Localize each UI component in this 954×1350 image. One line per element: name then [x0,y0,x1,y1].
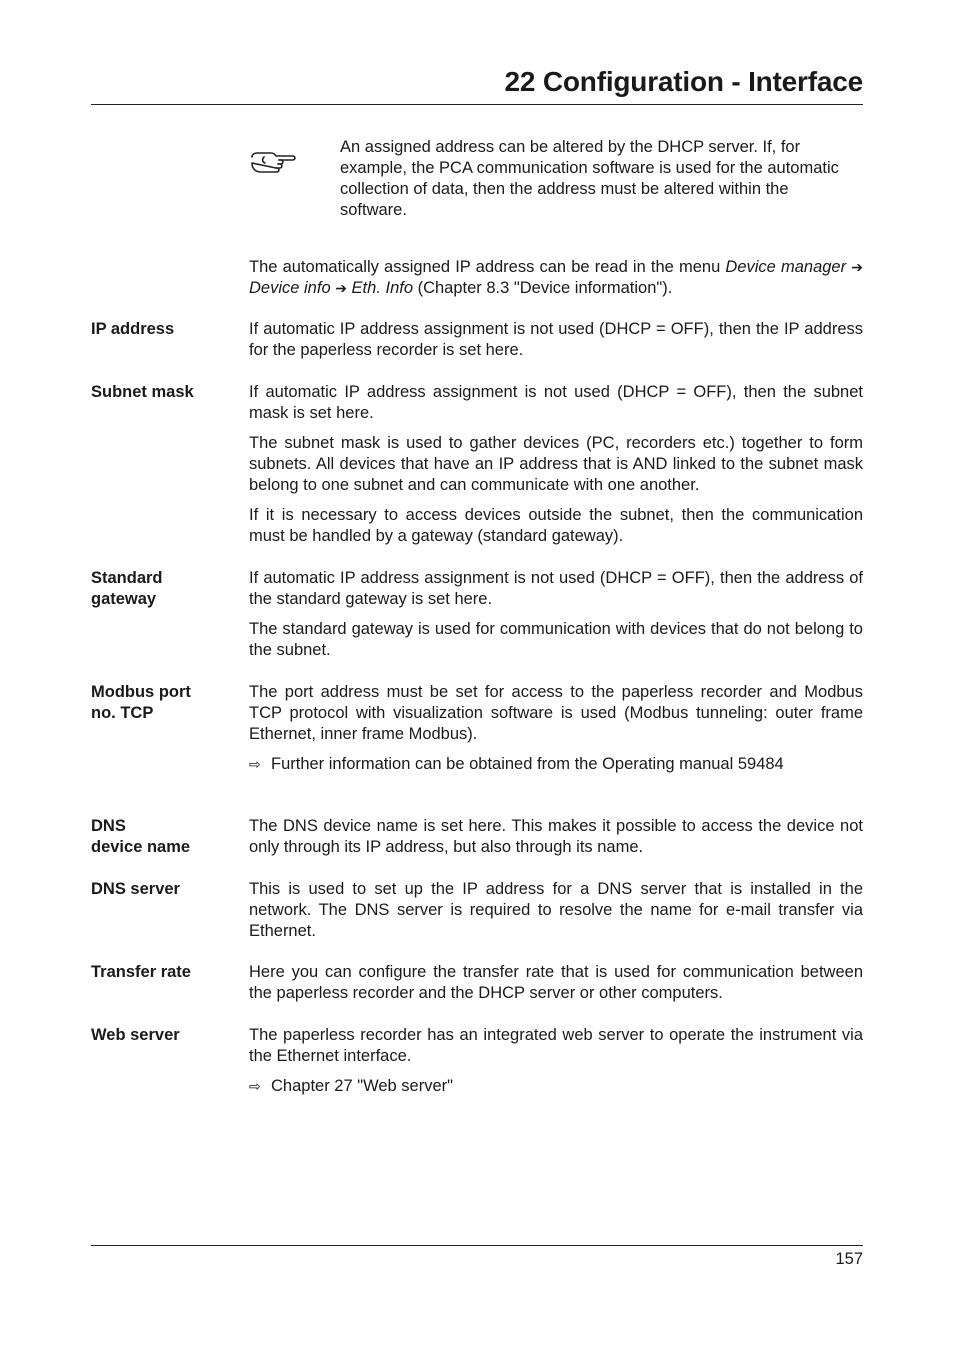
menu-arrow-icon: ➔ [335,280,347,296]
dns-device-name-description: The DNS device name is set here. This makes it possible to access the device not only through its IP address, but also through its name. [249,817,863,856]
intro-paragraph: The automatically assigned IP address can be read in the menu Device manager ➔ Device info ➔ Eth. Info (Chapter 8.3 "Device information"). [249,258,863,297]
web-server-reference: ⇨ Chapter 27 "Web server" [249,1077,453,1095]
label-web-server: Web server [91,1026,180,1044]
transfer-rate-description: Here you can configure the transfer rate that is used for communication between the paperless recorder and the DHCP server or other computers. [249,963,863,1002]
label-dns-server: DNS server [91,880,180,898]
label-transfer-rate: Transfer rate [91,963,191,981]
reference-arrow-icon: ⇨ [249,1078,261,1094]
footer-rule [91,1245,863,1246]
note-text: An assigned address can be altered by the DHCP server. If, for example, the PCA communication software is used for the automatic collection of data, then the address must be altered within the software. [340,138,839,219]
header-rule [91,104,863,105]
ip-address-description: If automatic IP address assignment is not used (DHCP = OFF), then the IP address for the paperless recorder is set here. [249,320,863,359]
pointing-hand-icon [249,148,297,180]
page-number: 157 [835,1250,863,1268]
reference-arrow-icon: ⇨ [249,756,261,772]
menu-eth-info: Eth. Info [351,279,414,297]
label-modbus-port: Modbus port no. TCP [91,683,191,722]
menu-arrow-icon: ➔ [851,259,863,275]
dns-server-description: This is used to set up the IP address for a DNS server that is installed in the network. The DNS server is required to resolve the name for e-mail transfer via Ethernet. [249,880,863,940]
label-standard-gateway: Standard gateway [91,569,163,608]
menu-device-manager: Device manager [725,258,847,276]
subnet-mask-explanation: The subnet mask is used to gather devices (PC, recorders etc.) together to form subnets. All devices that have an IP address that is AND linked to the subnet mask belong to one subnet and can communicate with one another. [249,434,863,494]
label-dns-device-name: DNS device name [91,817,191,856]
modbus-port-reference: ⇨ Further information can be obtained from the Operating manual 59484 [249,755,784,773]
label-subnet-mask: Subnet mask [91,383,194,401]
subnet-mask-description: If automatic IP address assignment is not used (DHCP = OFF), then the subnet mask is set here. [249,383,863,422]
standard-gateway-explanation: The standard gateway is used for communication with devices that do not belong to the subnet. [249,620,863,659]
modbus-port-description: The port address must be set for access to the paperless recorder and Modbus TCP protocol with visualization software is used (Modbus tunneling: outer frame Ethernet, inner frame Modbus). [249,683,863,743]
menu-device-info: Device info [249,279,331,297]
subnet-mask-gateway-note: If it is necessary to access devices outside the subnet, then the communication must be handled by a gateway (standard gateway). [249,506,863,545]
page-title: 22 Configuration - Interface [504,66,863,97]
label-ip-address: IP address [91,320,175,338]
web-server-description: The paperless recorder has an integrated web server to operate the instrument via the Ethernet interface. [249,1026,863,1065]
standard-gateway-description: If automatic IP address assignment is not used (DHCP = OFF), then the address of the standard gateway is set here. [249,569,863,608]
